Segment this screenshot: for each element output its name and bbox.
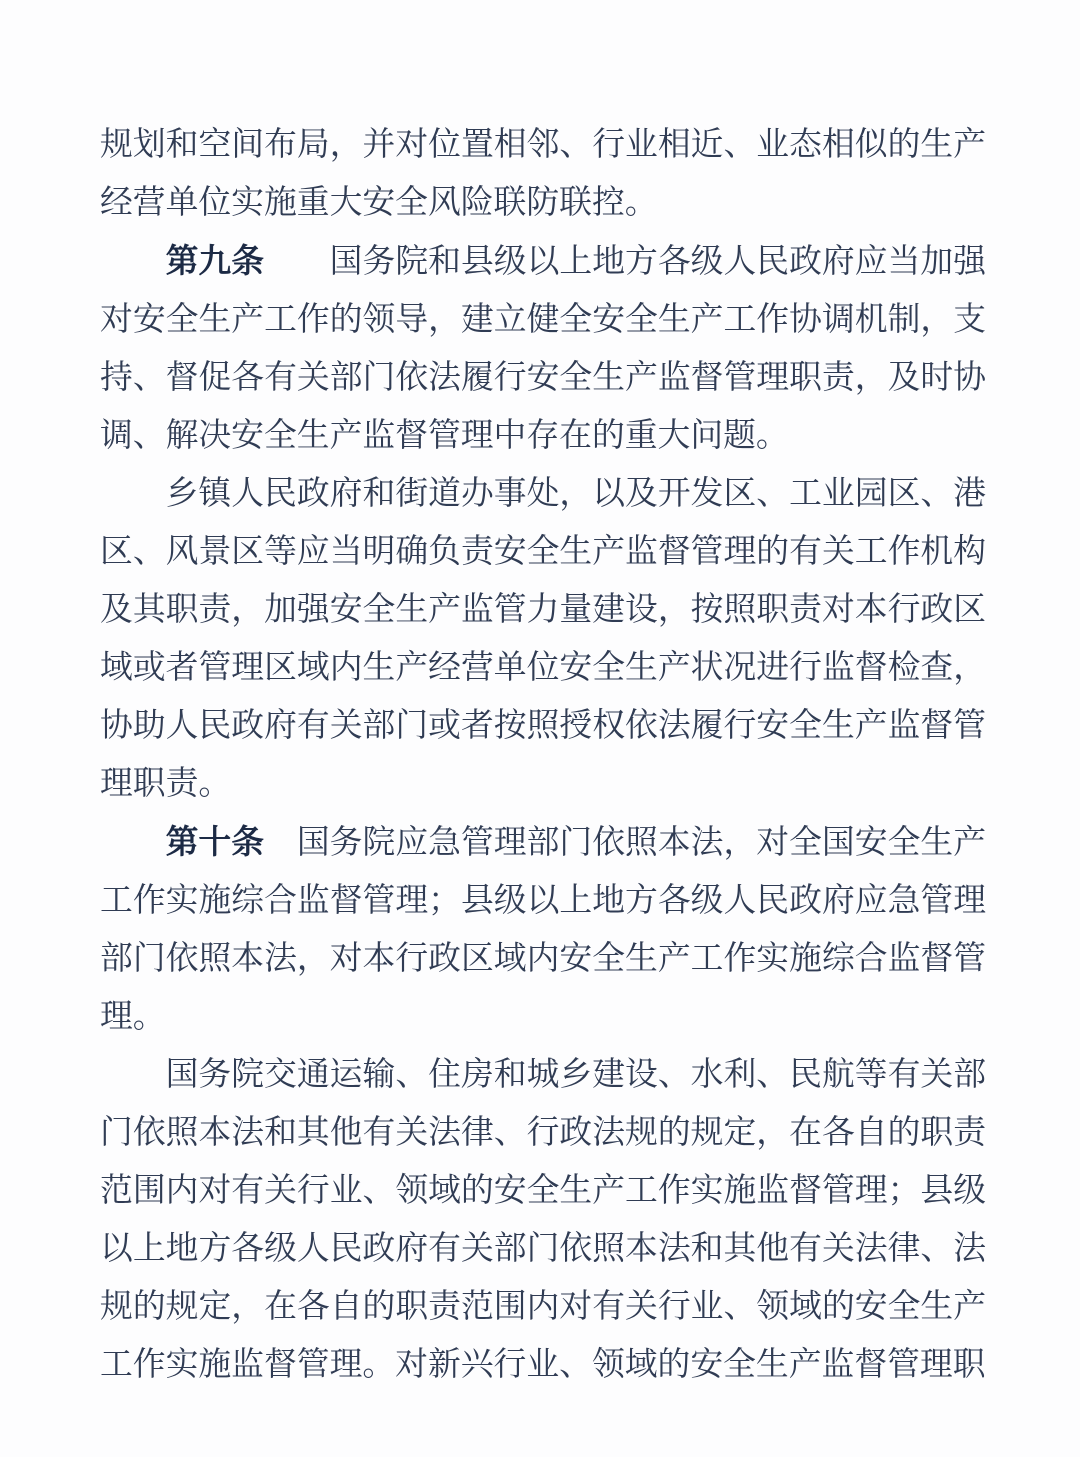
paragraph-article-9 (100, 232, 986, 465)
paragraph-text: 规划和空间布局，并对位置相邻、行业相近、业态相似的生产经营单位实施重大安全风险联防联控。 (100, 127, 986, 221)
paragraph-departments (100, 1046, 986, 1394)
article-10-label: 第十条 (165, 823, 265, 860)
paragraph-text: 国务院应急管理部门依照本法，对全国安全生产工作实施综合监督管理；县级以上地方各级人民政府应急管理部门依照本法，对本行政区域内安全生产工作实施综合监督管理。 (100, 825, 987, 1035)
paragraph-article-10 (100, 813, 986, 1046)
paragraph-carryover (100, 116, 986, 232)
article-9-label: 第九条 (165, 242, 265, 279)
law-text-body (100, 116, 986, 1394)
paragraph-text: 国务院和县级以上地方各级人民政府应当加强对安全生产工作的领导，建立健全安全生产工作协调机制，支持、督促各有关部门依法履行安全生产监督管理职责，及时协调、解决安全生产监督管理中存在的重大问题。 (100, 244, 987, 454)
paragraph-text: 乡镇人民政府和街道办事处，以及开发区、工业园区、港区、风景区等应当明确负责安全生产监督管理的有关工作机构及其职责，加强安全生产监管力量建设，按照职责对本行政区域或者管理区域内生产经营单位安全生产状况进行监督检查，协助人民政府有关部门或者按照授权依法履行安全生产监督管理职责。 (100, 476, 986, 802)
paragraph-township (100, 465, 986, 813)
paragraph-text: 国务院交通运输、住房和城乡建设、水利、民航等有关部门依照本法和其他有关法律、行政法规的规定，在各自的职责范围内对有关行业、领域的安全生产工作实施监督管理；县级以上地方各级人民政府有关部门依照本法和其他有关法律、法规的规定，在各自的职责范围内对有关行业、领域的安全生产工作实施监督管理。对新兴行业、领域的安全生产监督管理职 (100, 1057, 986, 1383)
